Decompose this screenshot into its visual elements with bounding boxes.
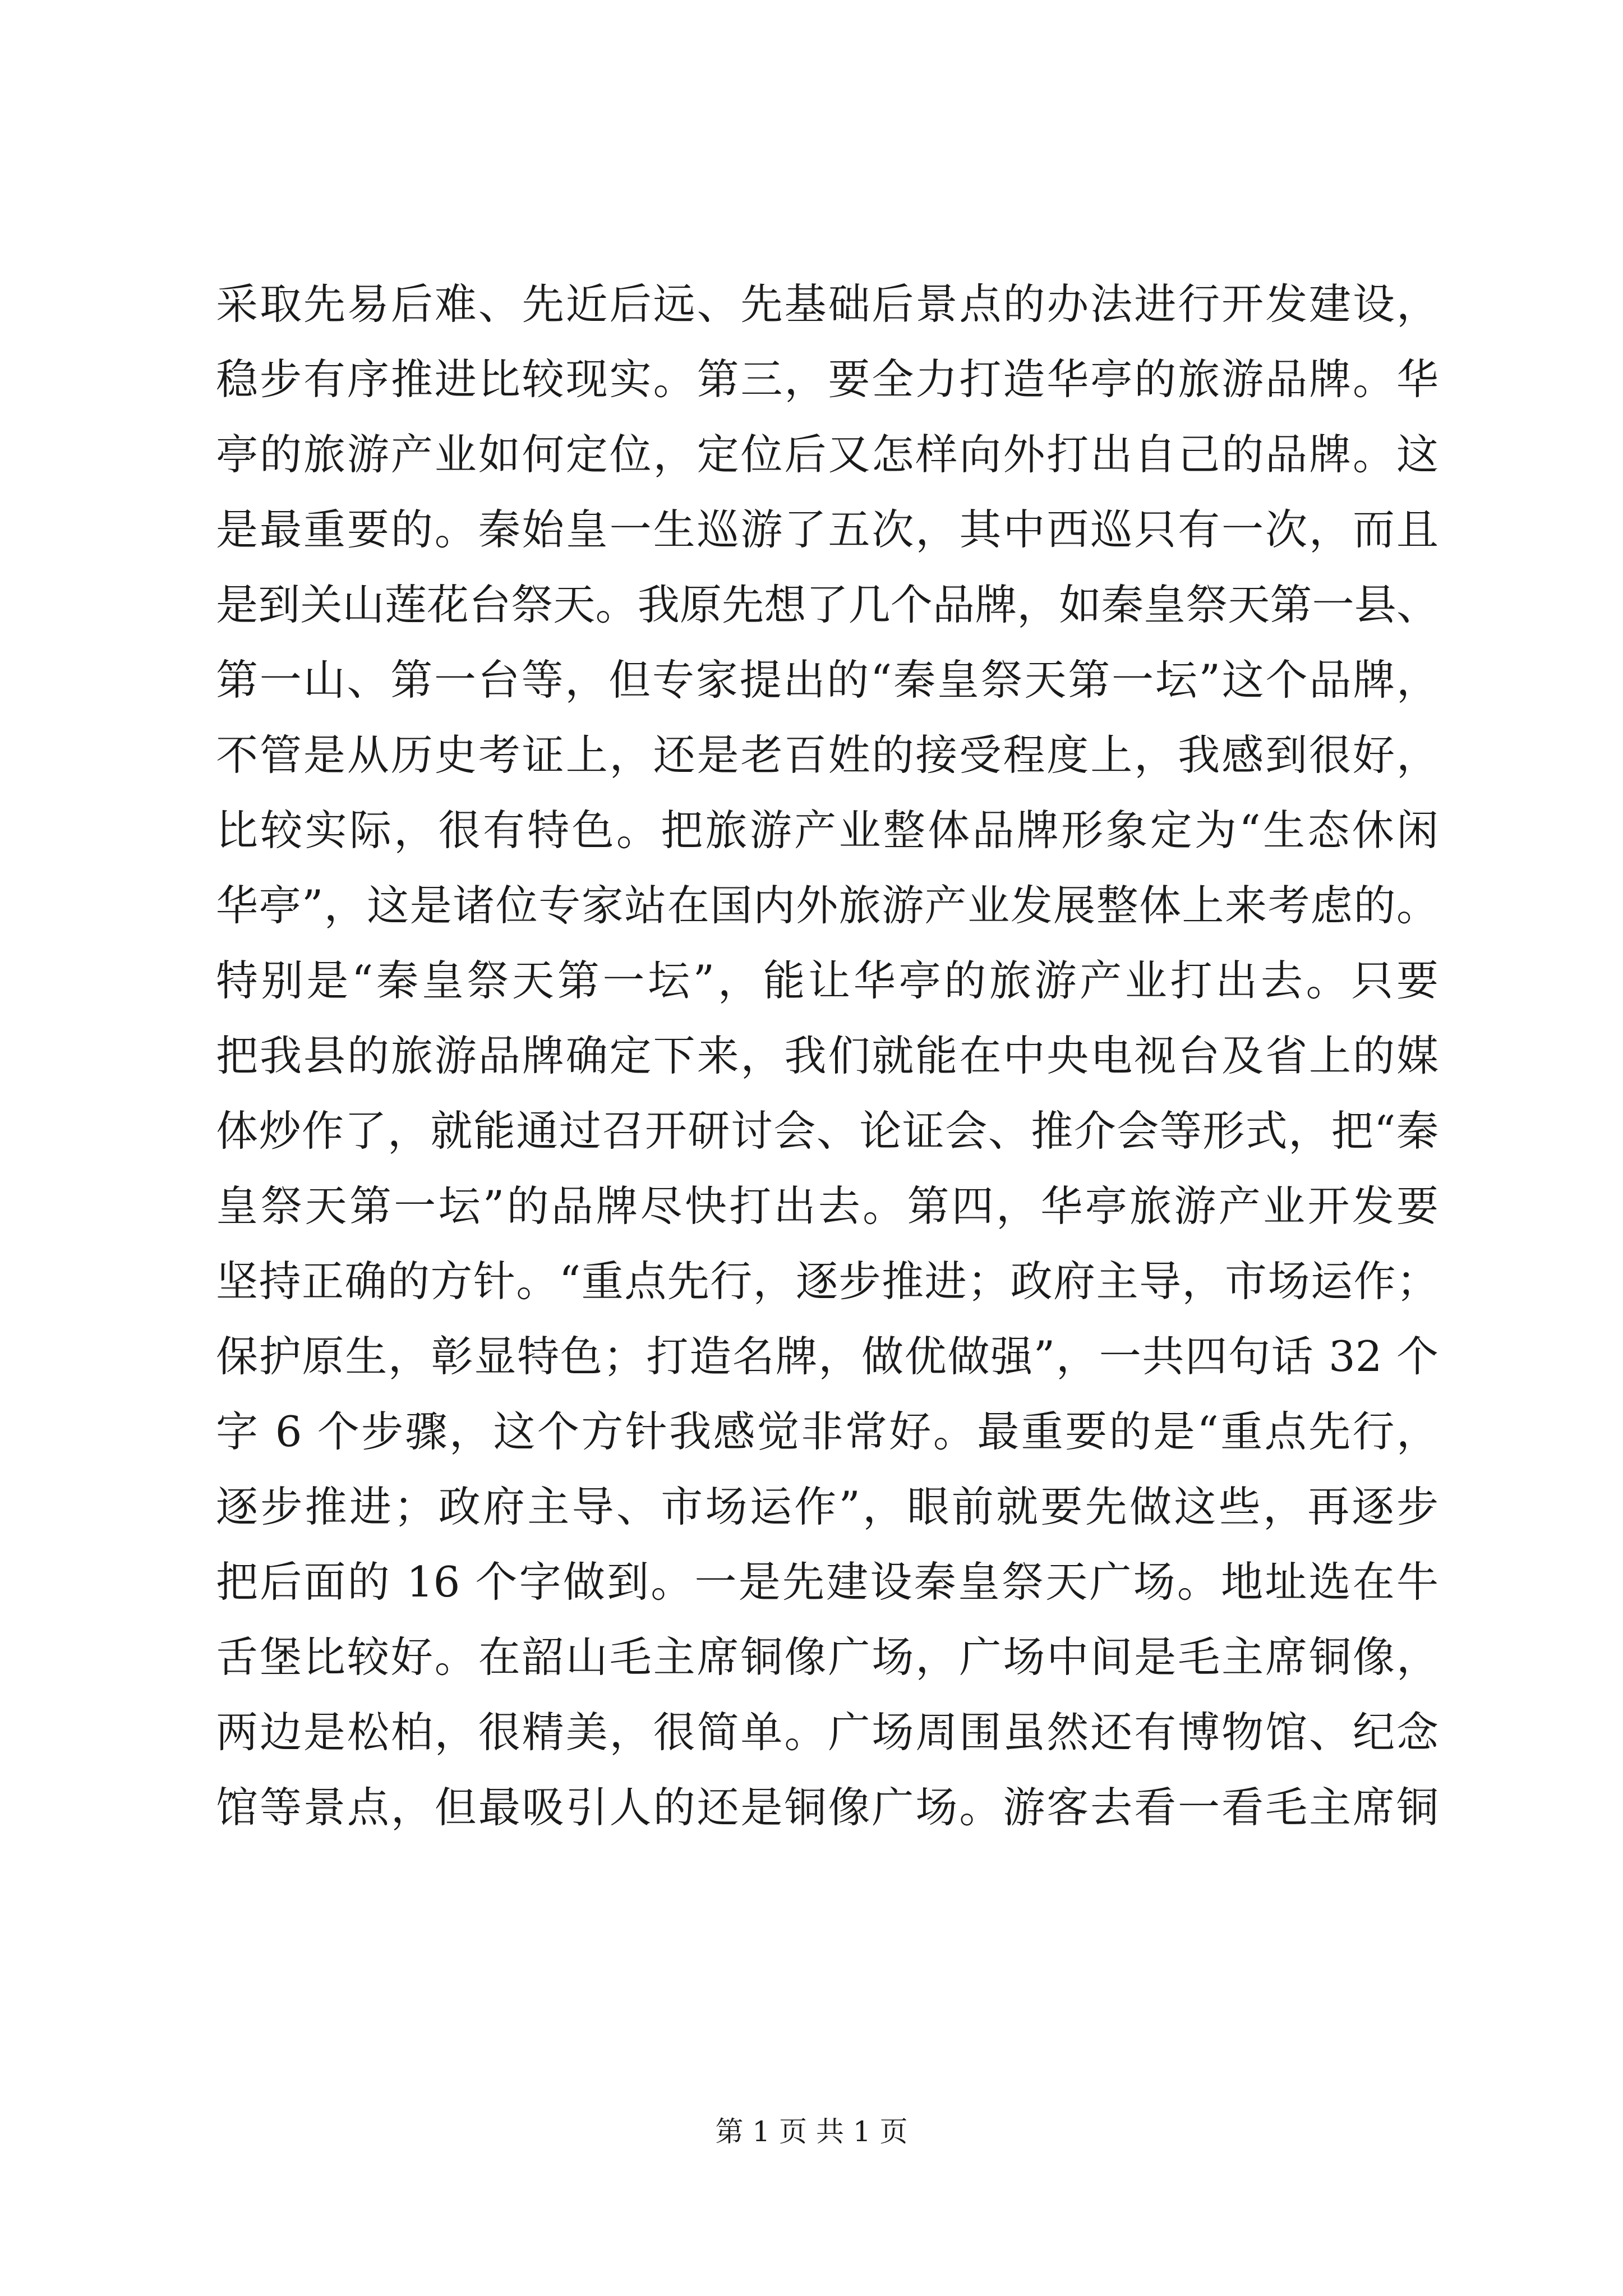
text-line: 特别是“秦皇祭天第一坛”，能让华亭的旅游产业打出去。只要 [216, 956, 1438, 1005]
text-line: 把我县的旅游品牌确定下来，我们就能在中央电视台及省上的媒 [216, 1031, 1438, 1080]
text-line: 是最重要的。秦始皇一生巡游了五次，其中西巡只有一次，而且 [216, 505, 1438, 554]
text-line: 字 6 个步骤，这个方针我感觉非常好。最重要的是“重点先行， [216, 1407, 1438, 1456]
text-line: 亭的旅游产业如何定位，定位后又怎样向外打出自己的品牌。这 [216, 430, 1438, 479]
text-line: 舌堡比较好。在韶山毛主席铜像广场，广场中间是毛主席铜像， [216, 1632, 1438, 1682]
text-line: 皇祭天第一坛”的品牌尽快打出去。第四，华亭旅游产业开发要 [216, 1181, 1438, 1231]
text-line: 是到关山莲花台祭天。我原先想了几个品牌，如秦皇祭天第一县、 [216, 580, 1438, 629]
text-line: 把后面的 16 个字做到。一是先建设秦皇祭天广场。地址选在牛 [216, 1557, 1438, 1607]
text-line: 不管是从历史考证上，还是老百姓的接受程度上，我感到很好， [216, 730, 1438, 780]
text-line: 稳步有序推进比较现实。第三，要全力打造华亭的旅游品牌。华 [216, 355, 1438, 404]
page-number-footer: 第 1 页 共 1 页 [715, 2115, 908, 2148]
text-line: 保护原生，彰显特色；打造名牌，做优做强”，一共四句话 32 个 [216, 1332, 1438, 1381]
text-line: 两边是松柏，很精美，很简单。广场周围虽然还有博物馆、纪念 [216, 1708, 1438, 1757]
text-line: 比较实际，很有特色。把旅游产业整体品牌形象定为“生态休闲 [216, 806, 1438, 855]
text-line: 体炒作了，就能通过召开研讨会、论证会、推介会等形式，把“秦 [216, 1106, 1438, 1156]
text-line: 采取先易后难、先近后远、先基础后景点的办法进行开发建设， [216, 279, 1438, 329]
text-line: 第一山、第一台等，但专家提出的“秦皇祭天第一坛”这个品牌， [216, 655, 1438, 705]
text-line: 逐步推进；政府主导、市场运作”，眼前就要先做这些，再逐步 [216, 1482, 1438, 1531]
text-line: 坚持正确的方针。“重点先行，逐步推进；政府主导，市场运作； [216, 1257, 1438, 1306]
document-body [216, 266, 1438, 1845]
text-line: 华亭”，这是诸位专家站在国内外旅游产业发展整体上来考虑的。 [216, 881, 1438, 930]
text-line: 馆等景点，但最吸引人的还是铜像广场。游客去看一看毛主席铜 [216, 1783, 1438, 1832]
